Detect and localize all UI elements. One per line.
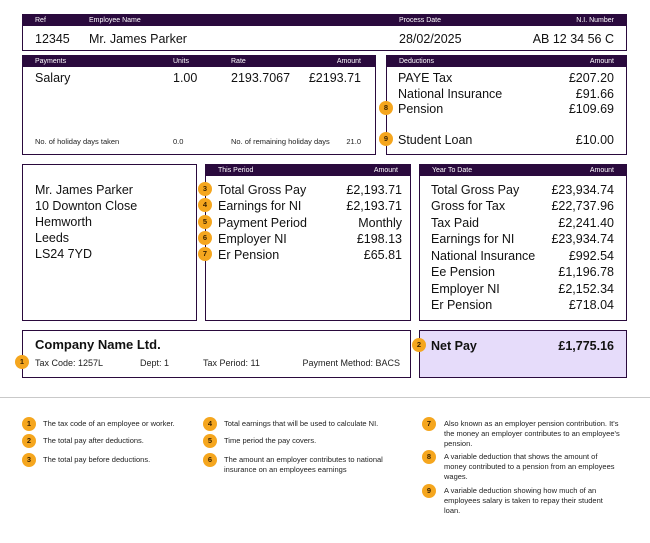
deductions-header-bar [387,56,626,67]
legend-text-1: The tax code of an employee or worker. [43,419,175,428]
legend-badge-3: 3 [22,453,36,467]
period-ni-earnings-label: Earnings for NI [218,199,302,213]
ni-number-label: N.I. Number [576,17,614,24]
badge-1: 1 [15,355,29,369]
deduction-student-loan-label: Student Loan [398,133,473,147]
net-pay-label: Net Pay [431,339,477,353]
legend-badge-4: 4 [203,417,217,431]
net-pay-box [419,330,627,378]
payments-label: Payments [35,58,67,65]
legend-badge-6: 6 [203,453,217,467]
address-line-1: Mr. James Parker [35,183,133,197]
holiday-taken-label: No. of holiday days taken [35,137,120,146]
payment-method: Payment Method: BACS [302,358,400,368]
badge-3: 3 [198,182,212,196]
deduction-ni-amount: £91.66 [575,87,614,101]
tax-period: Tax Period: 11 [203,358,260,368]
deduction-paye-label: PAYE Tax [398,71,453,85]
deduction-ni-label: National Insurance [398,87,503,101]
employee-header-box [22,14,627,51]
payments-box [22,55,376,155]
year-to-date-box [419,164,627,321]
ytd-er-pension-label: Er Pension [431,298,493,312]
badge-9: 9 [379,132,393,146]
legend-badge-1: 1 [22,417,36,431]
legend-text-4: Total earnings that will be used to calculate NI. [224,419,379,428]
legend-badge-7: 7 [422,417,436,431]
period-gross-amount: £2,193.71 [346,183,402,197]
period-ni-earnings-amount: £2,193.71 [346,199,402,213]
ytd-ni-earnings-label: Earnings for NI [431,232,515,246]
deduction-student-loan-amount: £10.00 [575,133,614,147]
employee-name-label: Employee Name [89,17,141,24]
legend-text-6: The amount an employer contributes to national insurance on an employees earnings [224,455,383,474]
rate-label: Rate [231,58,246,65]
dept: Dept: 1 [140,358,170,368]
ytd-employer-ni-amount: £2,152.34 [558,282,614,296]
company-name: Company Name Ltd. [35,337,161,352]
badge-5: 5 [198,215,212,229]
badge-4: 4 [198,198,212,212]
period-employer-ni-amount: £198.13 [356,232,402,246]
units-label: Units [173,58,189,65]
legend-badge-2: 2 [22,434,36,448]
legend-text-9: A variable deduction showing how much of an employees salary is taken to repay their student loan. [444,486,603,515]
ytd-gross-tax-label: Gross for Tax [431,199,506,213]
holiday-remaining-label: No. of remaining holiday days [231,137,330,146]
ytd-gross-amount: £23,934.74 [551,183,614,197]
ytd-ni-earnings-amount: £23,934.74 [551,232,614,246]
tax-code: Tax Code: 1257L [35,358,104,368]
payments-header-bar [23,56,375,67]
this-period-header-bar [206,165,410,176]
company-box [22,330,411,378]
legend-text-8: A variable deduction that shows the amount of money contributed to a pension from an employees wages. [444,452,615,481]
badge-6: 6 [198,231,212,245]
this-period-box [205,164,411,321]
period-payment-period-label: Payment Period [218,216,307,230]
period-employer-ni-label: Employer NI [218,232,287,246]
badge-7: 7 [198,247,212,261]
period-er-pension-amount: £65.81 [363,248,402,262]
ref-value: 12345 [35,32,70,46]
deduction-pension-label: Pension [398,102,444,116]
holiday-taken-value: 0.0 [173,137,184,146]
address-line-4: Leeds [35,231,70,245]
ytd-amount-label: Amount [589,167,614,174]
process-date-label: Process Date [399,17,442,24]
ytd-gross-tax-amount: £22,737.96 [551,199,614,213]
ytd-ee-pension-label: Ee Pension [431,265,495,279]
amount-label: Amount [336,58,361,65]
ytd-gross-label: Total Gross Pay [431,183,520,197]
process-date-value: 28/02/2025 [399,32,462,46]
ytd-employer-ni-label: Employer NI [431,282,500,296]
holiday-remaining-value: 21.0 [346,137,361,146]
address-box [22,164,197,321]
ytd-ni-label: National Insurance [431,249,536,263]
payment-row-amount: £2193.71 [308,71,361,85]
deduction-paye-amount: £207.20 [568,71,614,85]
employee-name-value: Mr. James Parker [89,32,187,46]
deduction-pension-amount: £109.69 [568,102,614,116]
legend-badge-5: 5 [203,434,217,448]
payment-row-rate: 2193.7067 [231,71,291,85]
ytd-er-pension-amount: £718.04 [568,298,614,312]
period-gross-label: Total Gross Pay [218,183,307,197]
period-payment-period-value: Monthly [358,216,402,230]
period-er-pension-label: Er Pension [218,248,280,262]
legend-text-3: The total pay before deductions. [43,455,151,464]
legend-badge-9: 9 [422,484,436,498]
ref-label: Ref [35,17,46,24]
badge-2: 2 [412,338,426,352]
net-pay-amount: £1,775.16 [558,339,614,353]
payment-row-units: 1.00 [173,71,198,85]
this-period-label: This Period [218,167,254,174]
employee-header-bar [23,15,626,26]
address-line-2: 10 Downton Close [35,199,138,213]
ni-number-value: AB 12 34 56 C [532,32,614,46]
ytd-ee-pension-amount: £1,196.78 [558,265,614,279]
ytd-label: Year To Date [432,167,473,174]
legend-text-2: The total pay after deductions. [43,436,144,445]
legend-text-7: Also known as an employer pension contribution. It's the money an employer contributes to an employee's pension. [444,419,620,448]
deductions-label: Deductions [399,58,435,65]
ytd-ni-amount: £992.54 [568,249,614,263]
legend-badge-8: 8 [422,450,436,464]
deductions-amount-label: Amount [589,58,614,65]
badge-8: 8 [379,101,393,115]
payment-row-label: Salary [35,71,71,85]
ytd-header-bar [420,165,626,176]
this-period-amount-label: Amount [373,167,398,174]
ytd-tax-paid-label: Tax Paid [431,216,479,230]
address-line-3: Hemworth [35,215,92,229]
ytd-tax-paid-amount: £2,241.40 [558,216,614,230]
address-line-5: LS24 7YD [35,247,92,261]
deductions-box [386,55,627,155]
legend-text-5: Time period the pay covers. [224,436,317,445]
